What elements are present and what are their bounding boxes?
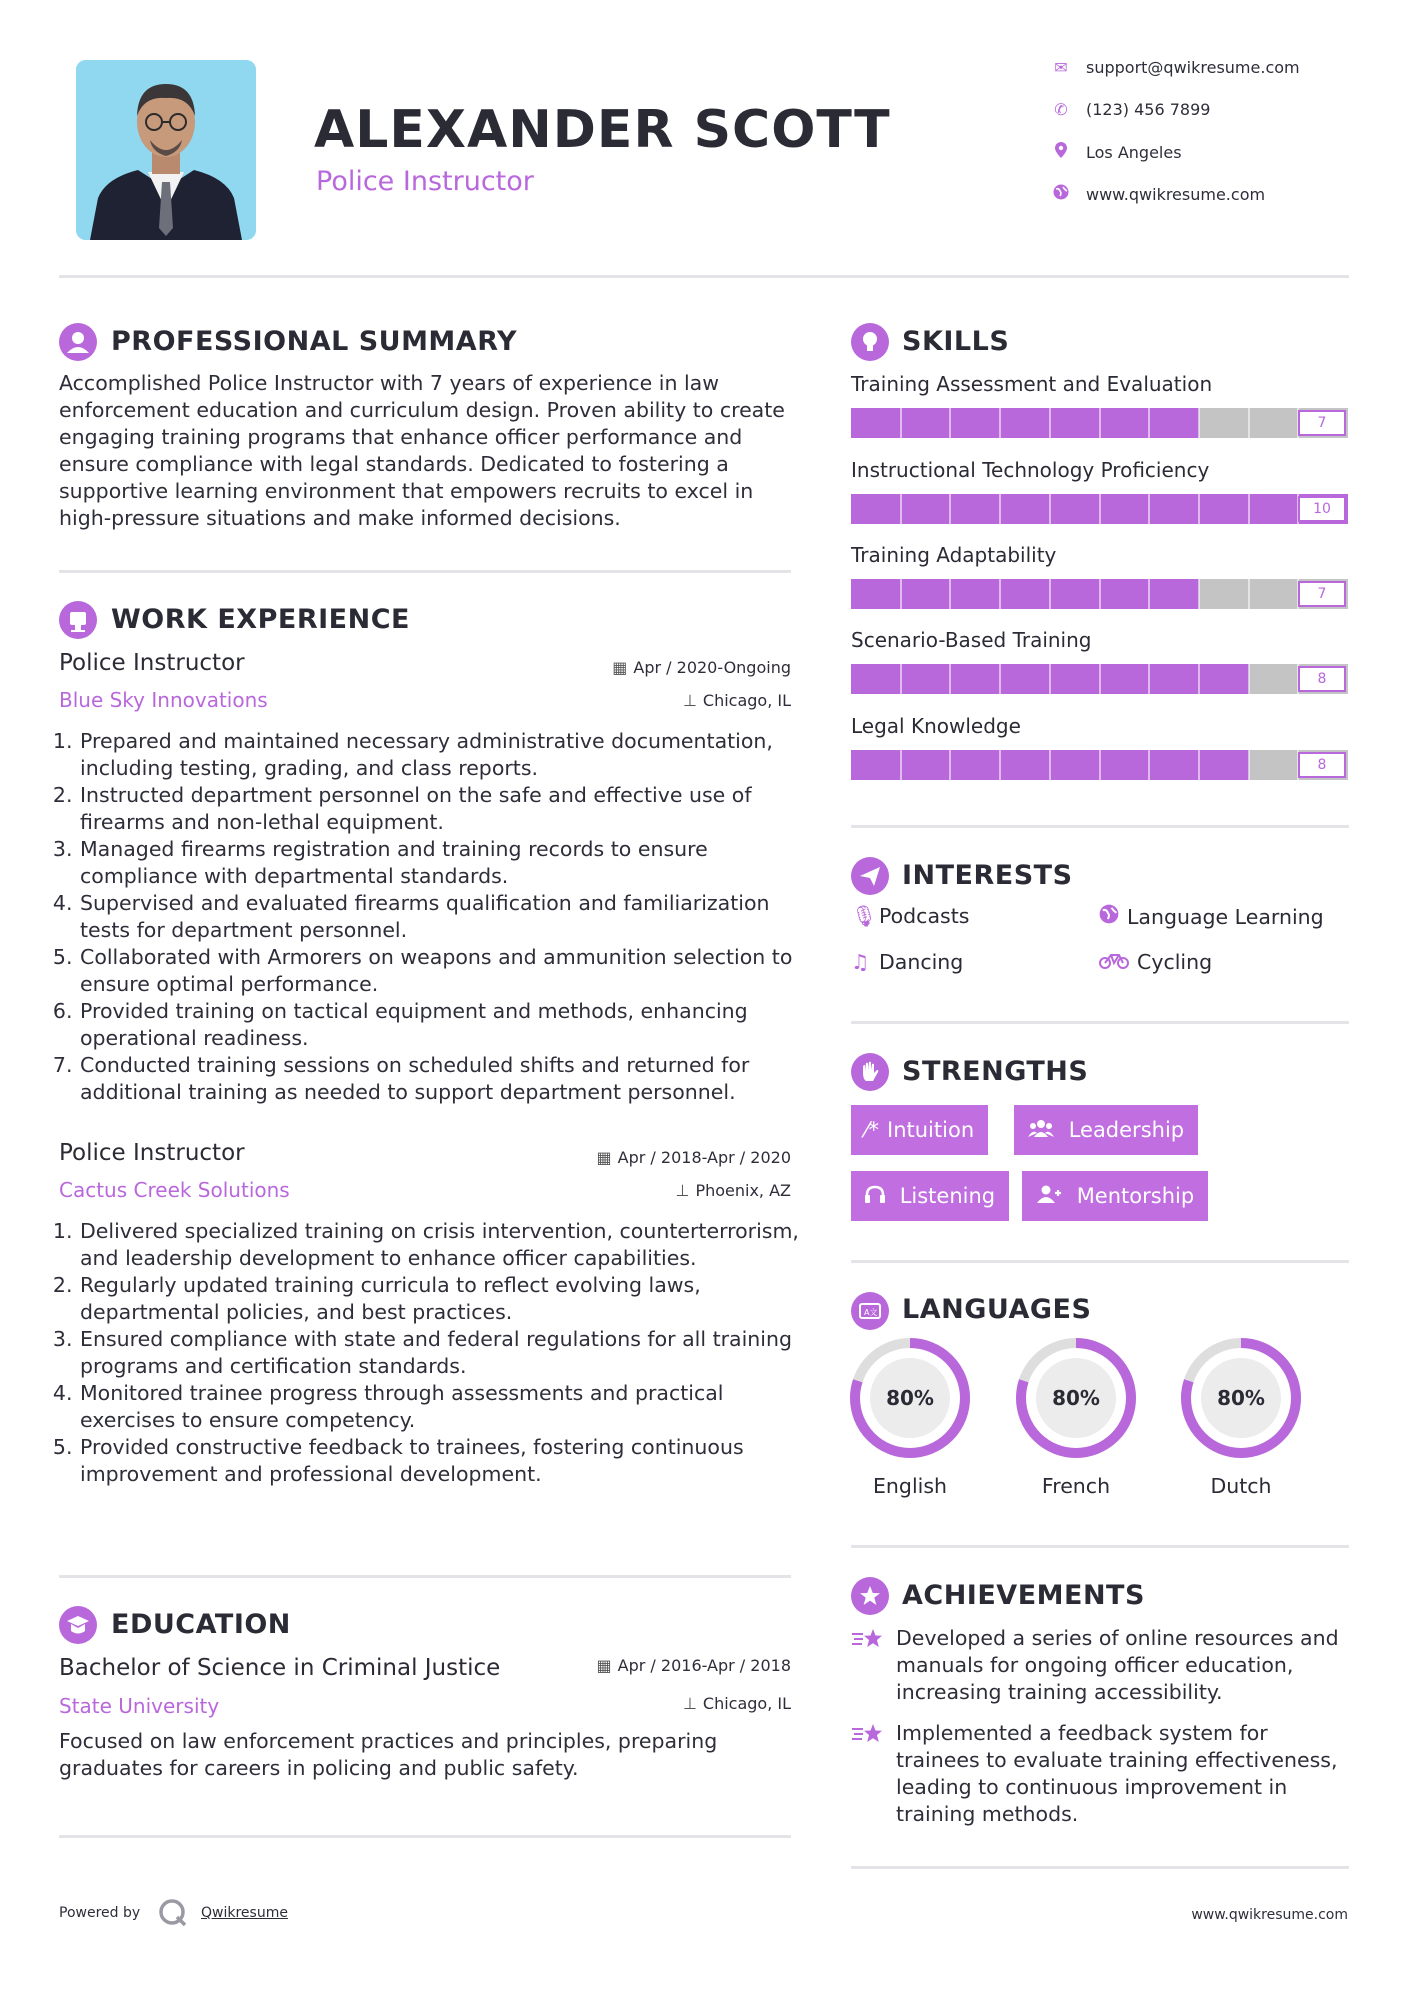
skill-bar-segment xyxy=(900,408,902,438)
skill-bar xyxy=(851,750,1348,780)
skill-bar-segment xyxy=(1198,494,1200,524)
list-item: 6. Provided training on tactical equipment and methods, enhancing operational readiness. xyxy=(79,998,799,1052)
globe-icon xyxy=(1099,904,1127,929)
skill-bar-segment xyxy=(999,494,1001,524)
skill-bar-segment xyxy=(949,750,951,780)
job-title: Police Instructor xyxy=(59,1140,245,1166)
strength-chip: Listening xyxy=(851,1171,1009,1221)
svg-text:A文: A文 xyxy=(864,1308,878,1317)
languages-heading: LANGUAGES xyxy=(902,1294,1092,1325)
job-company: Blue Sky Innovations xyxy=(59,688,268,712)
education-description: Focused on law enforcement practices and principles, preparing graduates for careers in policing and public safety. xyxy=(59,1729,718,1780)
language-label: English xyxy=(872,1474,948,1498)
job-duties xyxy=(59,1218,799,1488)
experience-heading: WORK EXPERIENCE xyxy=(111,604,410,635)
star-badge-icon xyxy=(851,1577,889,1615)
education-location: ⊥ Chicago, IL xyxy=(682,1694,791,1713)
lightbulb-icon xyxy=(851,323,889,361)
list-item: 2. Instructed department personnel on the safe and effective use of firearms and non-lethal equipment. xyxy=(79,782,799,836)
interest-item: Cycling xyxy=(1099,950,1212,974)
skill-value: 8 xyxy=(1298,666,1346,692)
skills-heading: SKILLS xyxy=(902,326,1010,357)
achievement-item: Implemented a feedback system for trainees to evaluate training effectiveness, leading to continuous improvement in training methods. xyxy=(896,1721,1338,1826)
language-icon xyxy=(851,1292,889,1330)
skill-bar xyxy=(851,494,1348,524)
skill-label: Training Assessment and Evaluation xyxy=(851,372,1213,396)
skill-bar xyxy=(851,579,1348,609)
header-divider xyxy=(59,275,1349,278)
language-gauge xyxy=(1180,1337,1302,1459)
education-dates: ▦ Apr / 2016-Apr / 2018 xyxy=(596,1656,791,1675)
job-company: Cactus Creek Solutions xyxy=(59,1178,290,1202)
phone-icon: ✆ xyxy=(1054,100,1068,119)
strength-chip: Mentorship xyxy=(1022,1171,1208,1221)
skill-label: Legal Knowledge xyxy=(851,714,1021,738)
skill-bar-segment xyxy=(1248,408,1250,438)
pushpin-icon: ⊥ xyxy=(675,1181,690,1200)
skill-bar-segment xyxy=(999,750,1001,780)
list-item: 7. Conducted training sessions on scheduled shifts and returned for additional training as needed to support department personnel. xyxy=(79,1052,799,1106)
interest-item: ♫ Dancing xyxy=(851,950,964,974)
strengths-heading: STRENGTHS xyxy=(902,1056,1089,1087)
skill-bar-segment xyxy=(1099,750,1101,780)
section-divider xyxy=(851,1545,1349,1548)
skill-value: 7 xyxy=(1298,410,1346,436)
strength-chip: Leadership xyxy=(1014,1105,1198,1155)
user-icon xyxy=(59,323,97,361)
pushpin-icon: ⊥ xyxy=(682,1694,697,1713)
list-item: 1. Prepared and maintained necessary administrative documentation, including testing, grading, and class reports. xyxy=(79,728,799,782)
skill-bar-segment xyxy=(1198,664,1200,694)
skill-bar-segment xyxy=(900,494,902,524)
skill-bar-segment xyxy=(1099,408,1101,438)
list-item: 2. Regularly updated training curricula to reflect evolving laws, departmental policies, and best practices. xyxy=(79,1272,799,1326)
gauge-percent: 80% xyxy=(1217,1386,1265,1410)
section-divider xyxy=(59,1835,791,1838)
summary-heading: PROFESSIONAL SUMMARY xyxy=(111,326,518,357)
skill-bar-segment xyxy=(1248,494,1250,524)
candidate-name: ALEXANDER SCOTT xyxy=(314,100,891,160)
pushpin-icon: ⊥ xyxy=(682,691,697,710)
headphones-icon xyxy=(865,1184,892,1208)
interest-item: 🎙︎Podcasts xyxy=(851,904,970,928)
skill-bar xyxy=(851,664,1348,694)
skill-bar-segment xyxy=(1198,408,1200,438)
skill-bar-segment xyxy=(949,579,951,609)
skill-bar-segment xyxy=(900,579,902,609)
calendar-icon: ▦ xyxy=(612,658,628,677)
degree-title: Bachelor of Science in Criminal Justice xyxy=(59,1655,501,1681)
skill-bar-segment xyxy=(900,750,902,780)
section-divider xyxy=(851,1021,1349,1024)
music-note-icon: ♫ xyxy=(851,950,870,974)
powered-by-label: Powered by xyxy=(59,1905,141,1921)
skill-bar-segment xyxy=(1148,408,1150,438)
list-item: 4. Supervised and evaluated firearms qualification and familiarization tests for department personnel. xyxy=(79,890,799,944)
skill-bar-segment xyxy=(1148,750,1150,780)
hand-icon xyxy=(851,1053,889,1091)
job-location: ⊥ Phoenix, AZ xyxy=(675,1181,791,1200)
skill-bar-segment xyxy=(1148,664,1150,694)
gauge-percent: 80% xyxy=(886,1386,934,1410)
skill-bar-segment xyxy=(999,664,1001,694)
job-duties xyxy=(59,728,799,1106)
skill-bar-segment xyxy=(1148,579,1150,609)
list-item: 4. Monitored trainee progress through assessments and practical exercises to ensure competency. xyxy=(79,1380,799,1434)
list-item: 3. Ensured compliance with state and federal regulations for all training programs and certification standards. xyxy=(79,1326,799,1380)
candidate-role: Police Instructor xyxy=(316,166,534,197)
achievement-item: Developed a series of online resources and manuals for ongoing officer education, increasing training accessibility. xyxy=(896,1626,1339,1704)
skill-bar-segment xyxy=(949,494,951,524)
skill-bar-segment xyxy=(1099,579,1101,609)
achievements-heading: ACHIEVEMENTS xyxy=(902,1580,1145,1611)
skill-bar-segment xyxy=(999,579,1001,609)
contact-website[interactable]: www.qwikresume.com xyxy=(1050,184,1265,204)
skill-label: Scenario-Based Training xyxy=(851,628,1092,652)
skill-bar-fill xyxy=(851,408,1199,438)
skill-value: 8 xyxy=(1298,752,1346,778)
section-divider xyxy=(851,825,1349,828)
list-item: 3. Managed firearms registration and training records to ensure compliance with departmental standards. xyxy=(79,836,799,890)
graduation-cap-icon xyxy=(59,1606,97,1644)
language-label: French xyxy=(1041,1474,1111,1498)
interest-item: Language Learning xyxy=(1099,904,1324,929)
skill-bar-fill xyxy=(851,579,1199,609)
skill-bar-segment xyxy=(1049,750,1051,780)
skill-bar-segment xyxy=(1248,750,1250,780)
skill-bar-segment xyxy=(999,408,1001,438)
skill-bar-segment xyxy=(1248,579,1250,609)
skill-bar-segment xyxy=(1099,494,1101,524)
section-divider xyxy=(851,1866,1349,1869)
globe-icon xyxy=(1050,184,1072,204)
shooting-star-icon xyxy=(851,1721,885,1753)
skill-bar-segment xyxy=(1198,579,1200,609)
skill-bar-segment xyxy=(1049,494,1051,524)
skill-bar-segment xyxy=(1049,664,1051,694)
skill-bar-segment xyxy=(1049,408,1051,438)
skill-value: 10 xyxy=(1298,496,1346,522)
avatar xyxy=(76,60,256,240)
list-item: 5. Collaborated with Armorers on weapons and ammunition selection to ensure optimal performance. xyxy=(79,944,799,998)
skill-bar-segment xyxy=(949,408,951,438)
shooting-star-icon xyxy=(851,1626,885,1658)
paper-plane-icon xyxy=(851,857,889,895)
contact-phone[interactable]: ✆ (123) 456 7899 xyxy=(1050,100,1210,119)
skill-value: 7 xyxy=(1298,581,1346,607)
contact-location: Los Angeles xyxy=(1050,142,1182,162)
section-divider xyxy=(851,1260,1349,1263)
map-pin-icon xyxy=(1050,142,1072,162)
qwikresume-logo-icon xyxy=(157,1897,189,1933)
profile-photo xyxy=(76,60,256,240)
footer-website-link[interactable]: www.qwikresume.com xyxy=(1191,1907,1348,1923)
briefcase-icon xyxy=(59,601,97,639)
language-label: Dutch xyxy=(1210,1474,1272,1498)
section-divider xyxy=(59,570,791,573)
skill-bar-segment xyxy=(900,664,902,694)
list-item: 1. Delivered specialized training on crisis intervention, counterterrorism, and leadership development to enhance officer capabilities. xyxy=(79,1218,799,1272)
skill-label: Training Adaptability xyxy=(851,543,1057,567)
magic-wand-icon: ⁄* xyxy=(865,1118,880,1142)
brand-link[interactable]: Qwikresume xyxy=(201,1905,288,1921)
language-gauge xyxy=(1015,1337,1137,1459)
skill-bar-segment xyxy=(1099,664,1101,694)
skill-bar-segment xyxy=(1049,579,1051,609)
section-divider xyxy=(59,1575,791,1578)
school-name: State University xyxy=(59,1694,220,1718)
list-item: 5. Provided constructive feedback to trainees, fostering continuous improvement and professional development. xyxy=(79,1434,799,1488)
calendar-icon: ▦ xyxy=(596,1148,612,1167)
job-dates: ▦ Apr / 2020-Ongoing xyxy=(612,658,791,677)
envelope-icon: ✉ xyxy=(1054,58,1068,77)
job-title: Police Instructor xyxy=(59,650,245,676)
skill-bar-segment xyxy=(1248,664,1250,694)
skill-label: Instructional Technology Proficiency xyxy=(851,458,1210,482)
education-heading: EDUCATION xyxy=(111,1609,291,1640)
skill-bar-segment xyxy=(949,664,951,694)
skill-bar-segment xyxy=(1148,494,1150,524)
job-location: ⊥ Chicago, IL xyxy=(682,691,791,710)
summary-text: Accomplished Police Instructor with 7 years of experience in law enforcement education and curriculum design. Proven ability to create engaging training programs that enhance officer performance and ensure compliance with legal standards. Dedicated to fostering a supportive learning environment that empowers recruits to excel in high-pressure situations and make informed decisions. xyxy=(59,371,785,530)
user-plus-icon xyxy=(1036,1184,1069,1208)
skill-bar-segment xyxy=(1198,750,1200,780)
microphone-icon: 🎙︎ xyxy=(851,904,878,928)
skill-bar xyxy=(851,408,1348,438)
language-gauge xyxy=(849,1337,971,1459)
interests-heading: INTERESTS xyxy=(902,860,1073,891)
users-icon xyxy=(1028,1118,1061,1142)
bicycle-icon xyxy=(1099,950,1137,974)
strength-chip: ⁄* Intuition xyxy=(851,1105,988,1155)
contact-email[interactable]: ✉ support@qwikresume.com xyxy=(1050,58,1300,77)
job-dates: ▦ Apr / 2018-Apr / 2020 xyxy=(596,1148,791,1167)
gauge-percent: 80% xyxy=(1052,1386,1100,1410)
calendar-icon: ▦ xyxy=(596,1656,612,1675)
